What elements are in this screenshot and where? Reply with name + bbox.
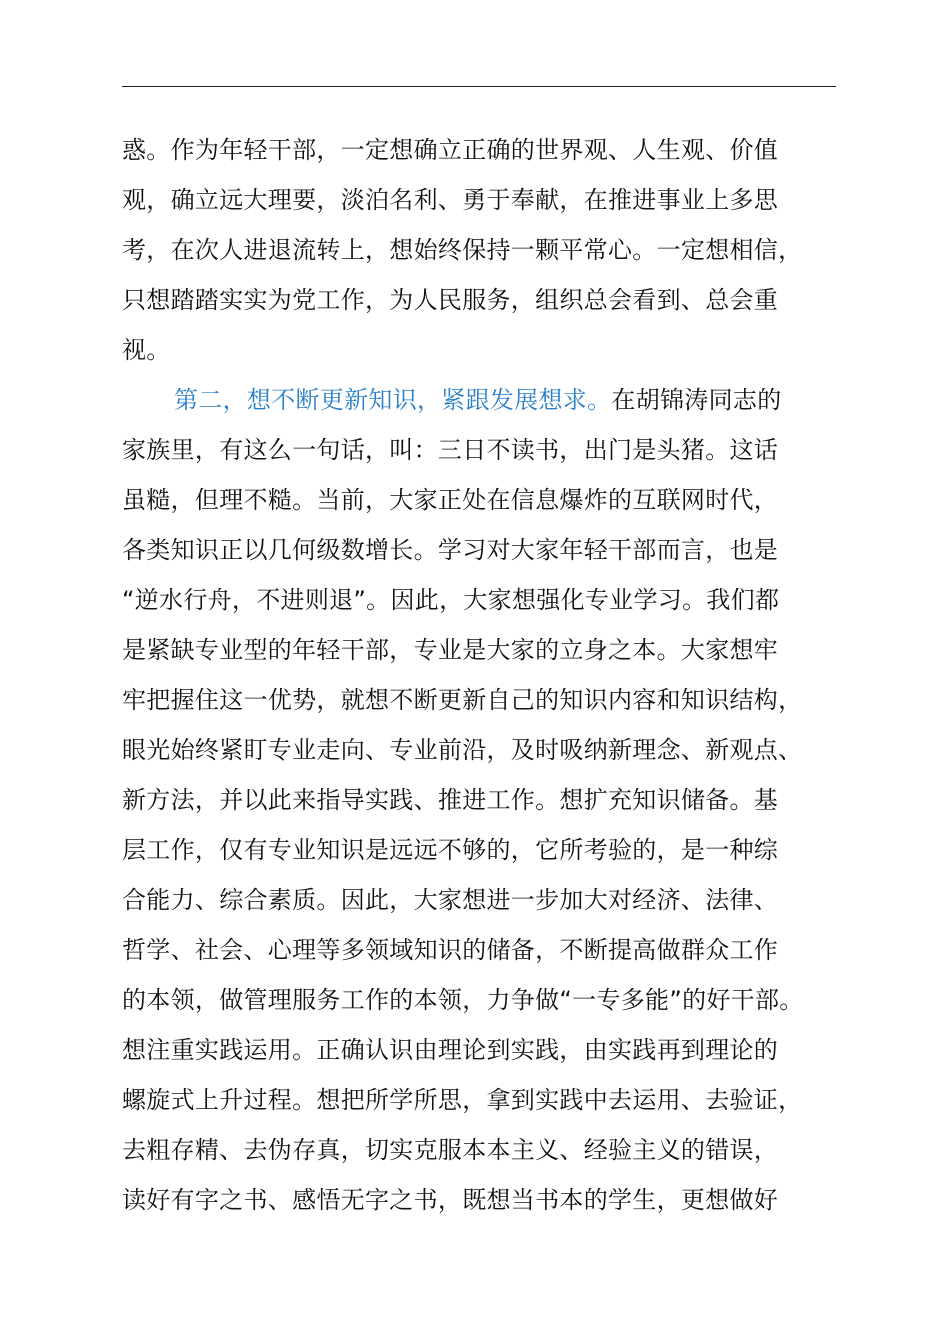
text-line: 视。 bbox=[122, 336, 171, 364]
section-heading: 第二，想不断更新知识，紧跟发展想求。 bbox=[174, 386, 612, 414]
header-rule bbox=[122, 86, 836, 87]
text-line: 只想踏踏实实为党工作，为人民服务，组织总会看到、总会重 bbox=[122, 286, 779, 314]
text-line: 想注重实践运用。正确认识由理论到实践，由实践再到理论的 bbox=[122, 1036, 779, 1064]
text-line: 新方法，并以此来指导实践、推进工作。想扩充知识储备。基 bbox=[122, 786, 779, 814]
text-line: 读好有字之书、感悟无字之书，既想当书本的学生，更想做好 bbox=[122, 1186, 779, 1214]
text-line: 惑。作为年轻干部，一定想确立正确的世界观、人生观、价值 bbox=[122, 136, 779, 164]
text-line: 牢把握住这一优势，就想不断更新自己的知识内容和知识结构， bbox=[122, 686, 803, 714]
text-line: 家族里，有这么一句话，叫：三日不读书，出门是头猪。这话 bbox=[122, 436, 779, 464]
paragraph-text: 在胡锦涛同志的 bbox=[611, 386, 782, 414]
text-line: 层工作，仅有专业知识是远远不够的，它所考验的，是一种综 bbox=[122, 836, 779, 864]
text-line: 眼光始终紧盯专业走向、专业前沿，及时吸纳新理念、新观点、 bbox=[122, 736, 803, 764]
text-line: 观，确立远大理要，淡泊名利、勇于奉献，在推进事业上多思 bbox=[122, 186, 779, 214]
text-line: 哲学、社会、心理等多领域知识的储备，不断提高做群众工作 bbox=[122, 936, 779, 964]
paragraph-first-line bbox=[122, 375, 842, 425]
document-body bbox=[122, 125, 842, 1225]
text-line: 虽糙，但理不糙。当前，大家正处在信息爆炸的互联网时代， bbox=[122, 486, 779, 514]
text-line: 各类知识正以几何级数增长。学习对大家年轻干部而言，也是 bbox=[122, 536, 779, 564]
text-line: “逆水行舟，不进则退”。因此，大家想强化专业学习。我们都 bbox=[122, 586, 780, 614]
text-line: 去粗存精、去伪存真，切实克服本本主义、经验主义的错误， bbox=[122, 1136, 779, 1164]
text-line: 的本领，做管理服务工作的本领，力争做“一专多能”的好干部。 bbox=[122, 986, 804, 1014]
text-line: 螺旋式上升过程。想把所学所思，拿到实践中去运用、去验证， bbox=[122, 1086, 803, 1114]
text-line: 是紧缺专业型的年轻干部，专业是大家的立身之本。大家想牢 bbox=[122, 636, 779, 664]
text-line: 考，在次人进退流转上，想始终保持一颗平常心。一定想相信， bbox=[122, 236, 803, 264]
text-line: 合能力、综合素质。因此，大家想进一步加大对经济、法律、 bbox=[122, 886, 779, 914]
